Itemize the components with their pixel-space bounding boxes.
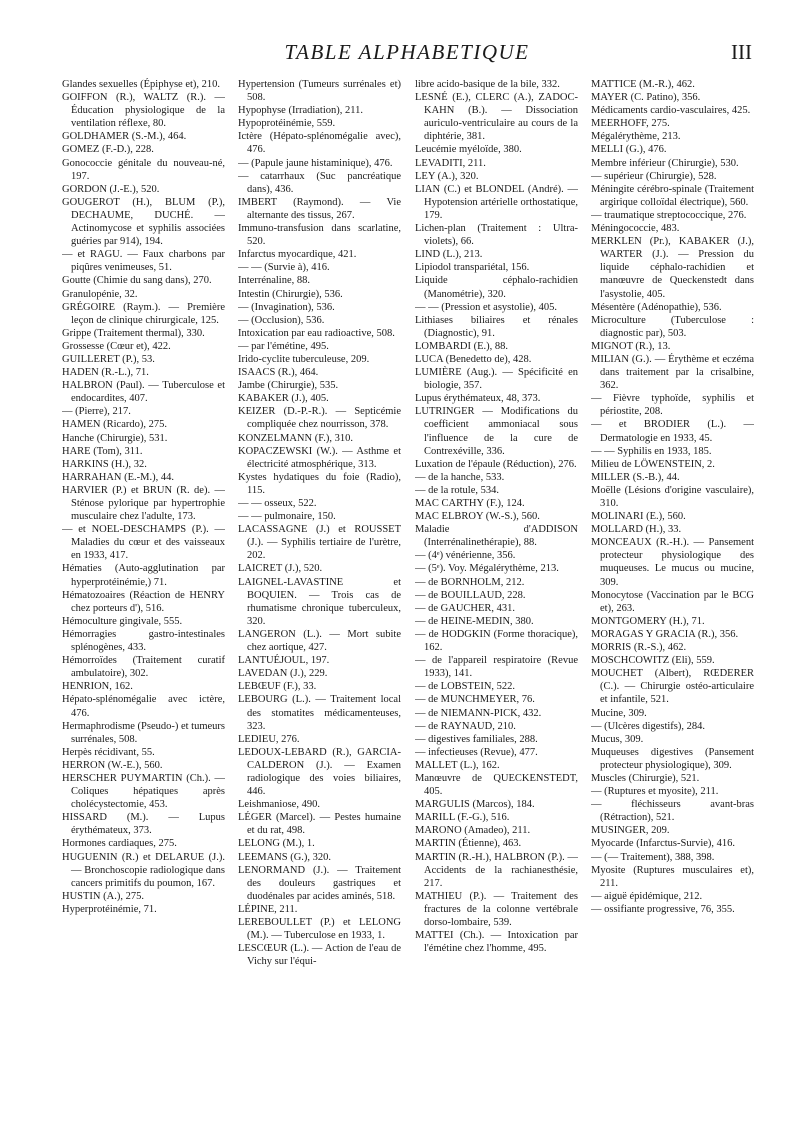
index-entry: LANTUÉJOUL, 197. (238, 655, 330, 667)
index-entry: LAVEDAN (J.), 229. (238, 668, 328, 680)
index-entry: Grossesse (Cœur et), 422. (62, 340, 171, 352)
index-entry: LACASSAGNE (J.) et ROUSSET (J.). — Syphilis tertiaire de l'urètre, 202. (238, 524, 401, 562)
index-columns (62, 78, 754, 1118)
index-entry: LÉGER (Marcel). — Pestes humaine et du rat, 498. (238, 812, 401, 837)
index-entry: — (Pierre), 217. (62, 406, 131, 418)
index-entry: Hypoprotéinémie, 559. (238, 118, 336, 130)
index-entry: HARRAHAN (E.-M.), 44. (62, 471, 174, 483)
index-entry: Jambe (Chirurgie), 535. (238, 380, 339, 392)
index-entry: — de NIEMANN-PICK, 432. (415, 707, 542, 719)
index-entry: — de RAYNAUD, 210. (415, 720, 516, 732)
index-entry: Myosite (Ruptures musculaires et), 211. (591, 864, 754, 889)
index-entry: HARE (Tom), 311. (62, 445, 143, 457)
index-entry: Hyperprotéinémie, 71. (62, 903, 157, 915)
index-entry: LAIGNEL-LAVASTINE et BOQUIEN. — Trois cas de rhumatisme chronique tuberculeux, 320. (238, 576, 401, 627)
index-entry: MAYER (C. Patino), 356. (591, 92, 701, 104)
index-entry: — et RAGU. — Faux charbons par piqûres venimeuses, 51. (62, 249, 225, 274)
index-entry: MATHIEU (P.). — Traitement des fractures de la colonne vertébrale dorso-lombaire, 539. (415, 890, 578, 928)
index-entry: Hermaphrodisme (Pseudo-) et tumeurs surrénales, 508. (62, 720, 225, 745)
index-entry: — et BRODIER (L.). — Dermatologie en 1933, 45. (591, 419, 754, 444)
index-entry: IMBERT (Raymond). — Vie alternante des tissus, 267. (238, 196, 401, 221)
index-entry: — infectieuses (Revue), 477. (415, 746, 538, 758)
index-entry: LANGERON (L.). — Mort subite chez aortique, 427. (238, 628, 401, 654)
index-entry: MELLI (G.), 476. (591, 144, 667, 156)
index-entry: MOSCHCOWITZ (Eli), 559. (591, 655, 715, 667)
index-entry: Lithiases biliaires et rénales (Diagnostic), 91. (415, 314, 578, 339)
index-entry: MARGULIS (Marcos), 184. (415, 799, 535, 811)
index-entry: LEBŒUF (F.), 33. (238, 681, 317, 693)
index-entry: — — (Survie à), 416. (238, 262, 330, 274)
index-entry: LEEMANS (G.), 320. (238, 851, 332, 863)
index-entry: — (Papule jaune histaminique), 476. (238, 157, 393, 169)
index-entry: — de LOBSTEIN, 522. (415, 681, 516, 693)
index-entry: — de BORNHOLM, 212. (415, 576, 525, 588)
index-entry: — catarrhaux (Suc pancréatique dans), 436. (238, 170, 401, 195)
index-entry: Intoxication par eau radioactive, 508. (238, 327, 395, 339)
index-entry: — de GAUCHER, 431. (415, 602, 516, 614)
index-entry: LOMBARDI (E.), 88. (415, 340, 509, 352)
index-entry: MOLLARD (H.), 33. (591, 524, 682, 536)
index-entry: Mucus, 309. (591, 733, 644, 745)
index-entry: Médicaments cardio-vasculaires, 425. (591, 105, 751, 117)
index-entry: Hormones cardiaques, 275. (62, 838, 177, 850)
index-entry: MILIAN (G.). — Érythème et eczéma dans traitement par la crisalbine, 362. (591, 353, 754, 392)
index-entry: Leucémie myéloïde, 380. (415, 144, 522, 156)
index-entry: — Fièvre typhoïde, syphilis et périostite, 208. (591, 393, 754, 418)
index-entry: LÉPINE, 211. (238, 903, 298, 915)
index-entry: HUSTIN (A.), 275. (62, 890, 144, 902)
index-entry: LEREBOULLET (P.) et LELONG (M.). — Tuberculose en 1933, 1. (238, 917, 401, 942)
index-entry: — digestives familiales, 288. (415, 733, 538, 745)
index-entry: — fléchisseurs avant-bras (Rétraction), 521. (591, 799, 754, 824)
index-column-2 (238, 78, 401, 1118)
index-entry: Infarctus myocardique, 421. (238, 249, 357, 261)
index-entry: HARKINS (H.), 32. (62, 458, 147, 470)
index-entry: — — pulmonaire, 150. (238, 511, 336, 523)
index-entry: LELONG (M.), 1. (238, 838, 315, 850)
index-entry: ISAACS (R.), 464. (238, 367, 319, 379)
index-entry: Immuno-transfusion dans scarlatine, 520. (238, 223, 401, 248)
index-entry: MARTIN (R.-H.), HALBRON (P.). — Accidents de la rachianesthésie, 217. (415, 851, 578, 889)
index-entry: LEDOUX-LEBARD (R.), GARCIA-CALDERON (J.). — Examen radiologique des voies biliaires, 446. (238, 746, 401, 798)
index-entry: Méningite cérébro-spinale (Traitement argirique colloïdal électrique), 560. (591, 183, 754, 208)
index-entry: Mégalérythème, 213. (591, 131, 681, 143)
index-entry: — — (Pression et asystolie), 405. (415, 301, 558, 313)
index-entry: Mucine, 309. (591, 707, 647, 719)
index-entry: KONZELMANN (F.), 310. (238, 432, 353, 444)
index-entry: Herpès récidivant, 55. (62, 746, 155, 758)
index-entry: KEIZER (D.-P.-R.). — Septicémie compliquée chez nourrisson, 378. (238, 406, 401, 431)
index-entry: Moëlle (Lésions d'origine vasculaire), 310. (591, 484, 754, 509)
index-entry: LEBOURG (L.). — Traitement local des stomatites médicamenteuses, 323. (238, 694, 401, 732)
index-entry: Hémorroïdes (Traitement curatif ambulatoire), 302. (62, 655, 225, 680)
index-entry: Mésentère (Adénopathie), 536. (591, 301, 722, 313)
running-title: TABLE ALPHABETIQUE (284, 40, 530, 64)
index-entry: LAICRET (J.), 520. (238, 563, 323, 575)
index-entry: MAC ELBROY (W.-S.), 560. (415, 511, 540, 523)
index-entry: — de la rotule, 534. (415, 484, 499, 496)
index-entry: Glandes sexuelles (Épiphyse et), 210. (62, 79, 221, 90)
index-entry: — (5ᵉ). Voy. Mégalérythème, 213. (415, 563, 559, 575)
index-entry: Gonococcie génitale du nouveau-né, 197. (62, 157, 225, 182)
index-entry: Hémoculture gingivale, 555. (62, 615, 183, 627)
index-entry: — (— Traitement), 388, 398. (591, 851, 715, 863)
index-entry: Hématozoaires (Réaction de HENRY chez porteurs d'), 516. (62, 589, 225, 614)
index-entry: HADEN (R.-L.), 71. (62, 367, 149, 379)
index-entry: — — Syphilis en 1933, 185. (591, 445, 712, 457)
index-entry: Grippe (Traitement thermal), 330. (62, 327, 205, 339)
index-entry: LUCA (Benedetto de), 428. (415, 353, 532, 365)
index-entry: Méningococcie, 483. (591, 223, 680, 235)
index-entry: MERKLEN (Pr.), KABAKER (J.), WARTER (J.). — Pression du liquide céphalo-rachidien et manœuvre de Queckenstedt dans l'asystolie, 405. (591, 236, 754, 300)
index-entry: MARILL (F.-G.), 516. (415, 812, 510, 824)
index-entry: — de l'appareil respiratoire (Revue 1933), 141. (415, 655, 578, 680)
index-entry: — de BOUILLAUD, 228. (415, 589, 526, 601)
page-number: III (731, 40, 752, 64)
index-entry: Lupus érythémateux, 48, 373. (415, 393, 541, 405)
index-entry: Muscles (Chirurgie), 521. (591, 772, 700, 784)
index-entry: Liquide céphalo-rachidien (Manométrie), 320. (415, 275, 578, 300)
index-entry: MALLET (L.), 162. (415, 759, 500, 771)
index-entry: MOLINARI (E.), 560. (591, 511, 686, 523)
index-entry: Hépato-splénomégalie avec ictère, 476. (62, 694, 225, 719)
index-entry: LEY (A.), 320. (415, 170, 479, 182)
index-entry: HERSCHER PUYMARTIN (Ch.). — Coliques hépatiques après cholécystectomie, 453. (62, 772, 225, 811)
index-entry: MAC CARTHY (F.), 124. (415, 498, 525, 509)
index-entry: HALBRON (Paul). — Tuberculose et endocardites, 407. (62, 380, 225, 405)
index-entry: — ossifiante progressive, 76, 355. (591, 903, 735, 915)
index-entry: LUTRINGER — Modifications du coefficient ammoniacal sous l'influence de la cure de Contrexéville, 336. (415, 406, 578, 457)
index-entry: — supérieur (Chirurgie), 528. (591, 170, 717, 182)
index-entry: GOIFFON (R.), WALTZ (R.). — Éducation physiologique de la ventilation réflexe, 80. (62, 92, 225, 130)
index-entry: Lichen-plan (Traitement : Ultra-violets), 66. (415, 223, 578, 248)
index-entry: Hématies (Auto-agglutination par hyperprotéinémie,) 71. (62, 563, 225, 588)
index-entry: LIND (L.), 213. (415, 249, 483, 261)
index-entry: Hanche (Chirurgie), 531. (62, 432, 168, 444)
index-entry: MILLER (S.-B.), 44. (591, 471, 680, 483)
index-entry: MIGNOT (R.), 13. (591, 340, 671, 352)
index-entry: MUSINGER, 209. (591, 825, 670, 837)
index-entry: — aiguë épidémique, 212. (591, 890, 703, 902)
index-entry: MARTIN (Étienne), 463. (415, 838, 522, 850)
index-entry: Ictère (Hépato-splénomégalie avec), 476. (238, 131, 401, 156)
index-entry: — (Occlusion), 536. (238, 314, 325, 326)
index-entry: GOUGEROT (H.), BLUM (P.), DECHAUME, DUCHÉ. — Actinomycose et syphilis associées guéries par 914), 194. (62, 196, 225, 248)
index-entry: HARVIER (P.) et BRUN (R. de). — Sténose pylorique par hypertrophie musculaire chez l'adulte, 173. (62, 484, 225, 523)
index-entry: Luxation de l'épaule (Réduction), 276. (415, 458, 577, 470)
index-entry: — — osseux, 522. (238, 498, 317, 509)
index-entry: HENRION, 162. (62, 681, 133, 693)
index-entry: MARONO (Amadeo), 211. (415, 825, 531, 837)
index-entry: Microculture (Tuberculose : diagnostic par), 503. (591, 314, 754, 339)
index-entry: Irido-cyclite tuberculeuse, 209. (238, 353, 370, 365)
index-entry: Hypertension (Tumeurs surrénales et) 508. (238, 79, 401, 104)
index-entry: libre acido-basique de la bile, 332. (415, 79, 560, 90)
index-entry: HERRON (W.-E.), 560. (62, 759, 163, 771)
index-entry: LESCŒUR (L.). — Action de l'eau de Vichy sur l'équi- (238, 943, 401, 968)
index-entry: MATTICE (M.-R.), 462. (591, 79, 695, 90)
index-entry: KOPACZEWSKI (W.). — Asthme et électricité atmosphérique, 313. (238, 445, 401, 470)
running-header (62, 40, 752, 70)
index-entry: — par l'émétine, 495. (238, 340, 329, 352)
index-column-4 (591, 78, 754, 1118)
index-entry: MORAGAS Y GRACIA (R.), 356. (591, 628, 739, 640)
index-entry: Muqueuses digestives (Pansement protecteur physiologique), 309. (591, 746, 754, 771)
index-entry: — de la hanche, 533. (415, 471, 505, 483)
index-entry: LIAN (C.) et BLONDEL (André). — Hypotension artérielle orthostatique, 179. (415, 183, 578, 221)
index-entry: Hypophyse (Irradiation), 211. (238, 105, 363, 117)
index-entry: — et NOEL-DESCHAMPS (P.). — Maladies du cœur et des vaisseaux en 1933, 417. (62, 524, 225, 562)
index-entry: Monocytose (Vaccination par le BCG et), 263. (591, 589, 754, 614)
index-entry: — (Invagination), 536. (238, 301, 335, 313)
index-entry: MOUCHET (Albert), RŒDERER (C.). — Chirurgie ostéo-articulaire et infantile, 521. (591, 668, 754, 706)
index-entry: Manœuvre de QUECKENSTEDT, 405. (415, 772, 578, 798)
index-entry: Kystes hydatiques du foie (Radio), 115. (238, 471, 401, 496)
index-entry: KABAKER (J.), 405. (238, 393, 329, 405)
index-entry: LEVADITI, 211. (415, 157, 486, 169)
index-entry: Hémorragies gastro-intestinales splénogènes, 433. (62, 628, 225, 654)
index-entry: LEDIEU, 276. (238, 733, 300, 745)
index-entry: Membre inférieur (Chirurgie), 530. (591, 157, 739, 169)
index-entry: MATTEI (Ch.). — Intoxication par l'émétine chez l'homme, 495. (415, 930, 578, 955)
index-entry: GRÉGOIRE (Raym.). — Première leçon de clinique chirurgicale, 125. (62, 301, 225, 326)
index-entry: MONTGOMERY (H.), 71. (591, 615, 705, 627)
index-entry: MEERHOFF, 275. (591, 118, 670, 130)
index-entry: LESNÉ (E.), CLERC (A.), ZADOC-KAHN (B.). — Dissociation auriculo-ventriculaire au cours de la diphtérie, 381. (415, 92, 578, 143)
index-entry: — de MUNCHMEYER, 76. (415, 694, 535, 706)
index-entry: Interrénaline, 88. (238, 275, 311, 287)
index-entry: — (4ᵉ) vénérienne, 356. (415, 550, 516, 562)
index-entry: — traumatique streptococcique, 276. (591, 209, 747, 221)
index-entry: Myocarde (Infarctus-Survie), 416. (591, 838, 736, 850)
index-entry: GORDON (J.-E.), 520. (62, 183, 160, 195)
index-entry: GOLDHAMER (S.-M.), 464. (62, 131, 187, 143)
index-entry: LUMIÈRE (Aug.). — Spécificité en biologie, 357. (415, 367, 578, 392)
index-entry: GUILLERET (P.), 53. (62, 353, 155, 365)
index-entry: Leishmaniose, 490. (238, 799, 320, 811)
index-column-3 (415, 78, 578, 1118)
index-entry: — de HEINE-MEDIN, 380. (415, 615, 534, 627)
index-entry: Granulopénie, 32. (62, 288, 138, 300)
index-column-1 (62, 78, 225, 1118)
index-entry: HAMEN (Ricardo), 275. (62, 419, 167, 431)
index-entry: HISSARD (M.). — Lupus érythémateux, 373. (62, 812, 225, 837)
index-entry: MORRIS (R.-S.), 462. (591, 642, 687, 654)
index-entry: LENORMAND (J.). — Traitement des douleurs gastriques et duodénales par acides aminés, 518. (238, 864, 401, 902)
index-entry: — de HODGKIN (Forme thoracique), 162. (415, 628, 578, 654)
index-entry: Intestin (Chirurgie), 536. (238, 288, 343, 300)
index-entry: — (Ulcères digestifs), 284. (591, 720, 706, 732)
index-entry: Maladie d'ADDISON (Interrénalinethérapie), 88. (415, 524, 578, 549)
index-entry: Lipiodol transpariétal, 156. (415, 262, 530, 274)
index-entry: GOMEZ (F.-D.), 228. (62, 144, 154, 156)
index-entry: Goutte (Chimie du sang dans), 270. (62, 275, 212, 287)
index-entry: MONCEAUX (R.-H.). — Pansement protecteur physiologique des muqueuses. Le mucus ou mucine, 309. (591, 537, 754, 588)
index-entry: — (Ruptures et myosite), 211. (591, 786, 719, 798)
index-entry: HUGUENIN (R.) et DELARUE (J.). — Bronchoscopie radiologique dans cancers primitifs du poumon, 167. (62, 851, 225, 889)
index-entry: Milieu de LÖWENSTEIN, 2. (591, 458, 715, 470)
